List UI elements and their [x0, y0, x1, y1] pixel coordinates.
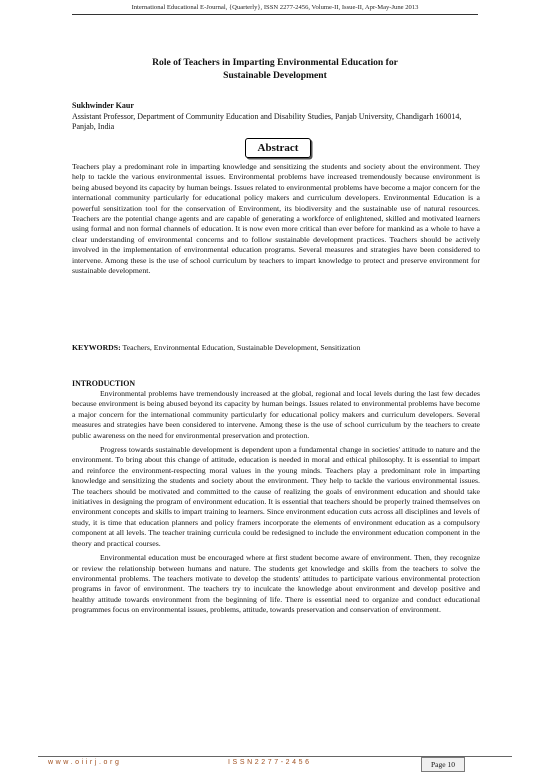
keywords-label: KEYWORDS:	[72, 343, 121, 352]
abstract-label: Abstract	[245, 138, 311, 158]
keywords-list: Teachers, Environmental Education, Sustainable Development, Sensitization	[120, 343, 361, 352]
paper-title	[90, 56, 460, 82]
journal-header: International Educational E-Journal, {Quarterly}, ISSN 2277-2456, Volume-II, Issue-II, Apr-May-June 2013	[131, 4, 419, 11]
title-line-1: Role of Teachers in Imparting Environmental Education for	[152, 57, 398, 68]
intro-body	[72, 389, 480, 616]
page-footer	[38, 756, 512, 772]
intro-paragraph-1: Environmental problems have tremendously increased at the global, regional and local levels during the last few decades because environment is being abused beyond its capacity by human beings. Issues related to environmental problems have become a major concern for the international community particularly for educational policy makers and curriculum developers. Several measures and strategies have been considered to intervene. Among these is the use of school curriculum by the teachers to create public awareness on the need for environmental preservation and protection.	[72, 389, 480, 440]
page-number: Page 10	[421, 757, 465, 772]
footer-website[interactable]: www.oiirj.org	[48, 759, 122, 766]
intro-paragraph-2: Progress towards sustainable development is dependent upon a fundamental change in societies' attitude to nature and the environment. To bring about this change of attitude, education is needed in moral and ethical philosophy. It is essential to impart and reinforce the environment-respecting moral values in the young minds. Teachers play a predominant role in imparting knowledge and sensitizing the students and society about the environment. They help to tackle the various environmental issues. The teachers should be motivated and committed to the cause of realizing the goals of environment education and should take initiatives in designing the program of environment education. It is essential that teachers should be properly trained themselves on environment concepts and skills to impart training to learners. Since environment education cuts across all disciplines and levels of study, it is time that education planners and policy framers incorporate the elements of environment education as a compulsory component at all levels. The teacher training curricula could be redesigned to include the environment education component in the theory and practical courses.	[72, 445, 480, 548]
abstract-text	[72, 162, 480, 276]
author-name: Sukhwinder Kaur	[72, 101, 134, 110]
abstract-paragraph: Teachers play a predominant role in imparting knowledge and sensitizing the students and society about the environment. They help to tackle the various environmental issues. Environmental problems have increased tremendously because environment is being abused beyond its capacity by human beings. Issues related to environmental problems have become a major concern for the international community particularly for educational policy makers and curriculum developers. Environmental Education is a powerful sensitization tool for the conservation of Environment, its biodiversity and the sustainable use of natural resources. Teachers are the potential change agents and are capable of generating a workforce of enlightened, skilled and motivated learners using formal and non formal channels of education. It is now even more critical than ever before for mankind as a whole to have a clear understanding of environmental concerns and to follow sustainable development practices. Teachers should be actively involved in the implementation of environmental education programs. Several measures and strategies have been considered to intervene. Among these is the use of school curriculum by teachers to impart knowledge to protect and preserve environment for sustainable development.	[72, 162, 480, 276]
keywords	[72, 343, 480, 353]
intro-heading: INTRODUCTION	[72, 379, 136, 388]
author-affiliation: Assistant Professor, Department of Community Education and Disability Studies, Panjab University, Chandigarh 160014, Panjab, India	[72, 111, 462, 132]
intro-paragraph-3: Environmental education must be encouraged where at first student become aware of environment. Then, they recognize or review the relationship between humans and nature. The students get knowledge and skills from the teachers to solve the environmental problems. The teachers motivate to develop the students' attitudes to participate various environmental protection programs in favor of environment. The teachers try to inculcate the knowledge about environment and develop positive and healthy attitude towards environment from the beginning of life. There is essential need to organize and conduct educational programmes focus on environmental issues, problems, attitude, towards preservation and conservation of environment.	[72, 553, 480, 615]
author-block	[72, 101, 482, 133]
footer-issn: ISSN2277-2456	[228, 759, 312, 766]
title-line-2: Sustainable Development	[223, 70, 327, 81]
header-rule	[72, 14, 478, 15]
